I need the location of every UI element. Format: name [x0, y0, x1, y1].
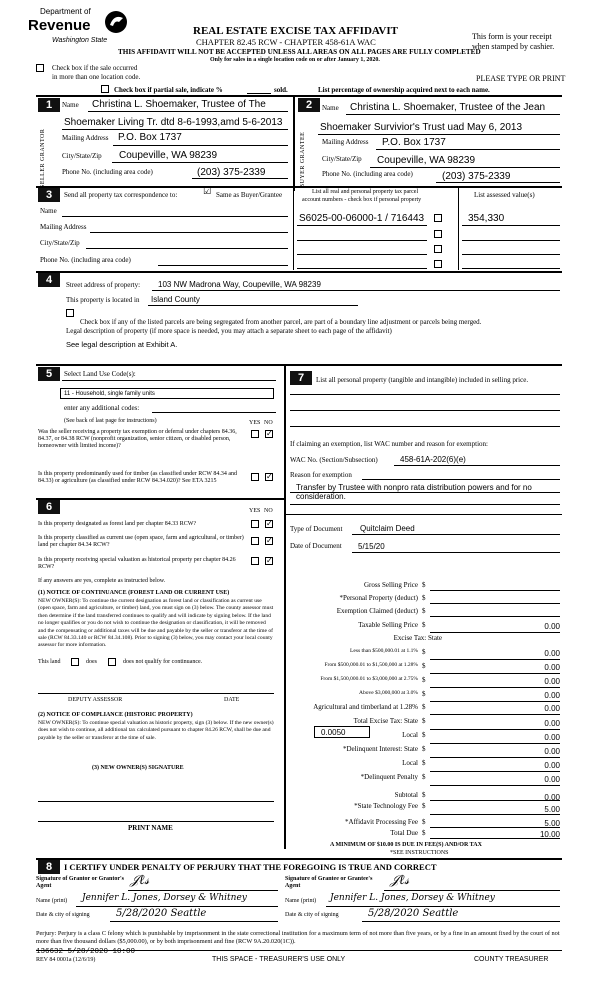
sec5-q1-yes[interactable] — [251, 430, 259, 438]
partial-sale-label: Check box if partial sale, indicate % — [114, 86, 223, 94]
dollar-sign: $ — [422, 648, 426, 656]
any-yes-note: If any answers are yes, complete as instructed below. — [38, 578, 166, 584]
parcel-header-1: List all real and personal property tax parcel — [312, 189, 419, 195]
tax-value-local: 0.00 — [544, 733, 560, 742]
assessed-header: List assessed value(s) — [474, 191, 535, 199]
buyer-mail-label: Mailing Address — [322, 138, 369, 146]
sec5-q2-yes[interactable] — [251, 473, 259, 481]
sec3-phone-label: Phone No. (including area code) — [40, 256, 131, 264]
tax-value-subtotal: 0.00 — [544, 793, 560, 802]
sec5-q1-no[interactable]: ✓ — [266, 429, 273, 438]
sec6-q2: Is this property classified as current use (open space, farm and agricultural, or timber) land per chapter 84.34 RCW? — [38, 535, 244, 548]
sec3-city-label: City/State/Zip — [40, 239, 80, 247]
tax-value-taxable: 0.00 — [544, 622, 560, 631]
grantee-date-city: 5/28/2020 Seattle — [368, 908, 459, 919]
section-6-badge: 6 — [38, 500, 60, 514]
doc-date: 5/15/20 — [358, 542, 385, 551]
dollar-sign: $ — [422, 703, 426, 711]
form-chapter: CHAPTER 82.45 RCW - CHAPTER 458-61A WAC — [196, 37, 376, 47]
sec6-q1-no[interactable]: ✓ — [266, 519, 273, 528]
tax-value-tier4: 0.00 — [544, 691, 560, 700]
sec6-q3-no[interactable]: ✓ — [266, 556, 273, 565]
dollar-sign: $ — [422, 731, 426, 739]
same-as-buyer-label: Same as Buyer/Grantee — [216, 191, 283, 199]
wac-label: WAC No. (Section/Subsection) — [290, 456, 378, 464]
parcel-personal-checkbox-3[interactable] — [434, 245, 442, 253]
seller-mail: P.O. Box 1737 — [118, 132, 182, 143]
parcel-personal-checkbox-2[interactable] — [434, 230, 442, 238]
print-name-label: PRINT NAME — [128, 824, 173, 832]
reason-label: Reason for exemption — [290, 471, 352, 479]
tax-label-tech-fee: *State Technology Fee — [354, 802, 418, 810]
notice-1-title: (1) NOTICE OF CONTINUANCE (FOREST LAND OR CURRENT USE) — [38, 590, 230, 596]
grantee-signature: 𝒥ℓ𝓈 — [390, 873, 410, 888]
tax-value-tech-fee: 5.00 — [544, 805, 560, 814]
sec6-q3: Is this property receiving special valuation as historical property per chapter 84.26 RCW? — [38, 557, 236, 570]
grantor-signature-label: Signature of Grantor or Grantor's Agent — [36, 876, 124, 889]
personal-property-label: List all personal property (tangible and intangible) included in selling price. — [316, 376, 529, 384]
segregated-label: Check box if any of the listed parcels are being segregated from another parcel, are part of a boundary line adjustment or parcels being merged. — [80, 318, 482, 326]
parcel-personal-checkbox-4[interactable] — [434, 260, 442, 268]
land-use-code: 11 - Household, single family units — [64, 391, 155, 397]
tax-correspondence-label: Send all property tax correspondence to: — [64, 191, 178, 199]
sec5-q2-no[interactable]: ✓ — [266, 472, 273, 481]
sec6-q2-no[interactable]: ✓ — [266, 536, 273, 545]
multi-location-text1: Check box if the sale occurred — [52, 64, 138, 72]
dollar-sign: $ — [422, 676, 426, 684]
type-or-print: PLEASE TYPE OR PRINT — [476, 74, 566, 83]
land-does-checkbox[interactable] — [71, 658, 79, 666]
sec6-q1: Is this property designated as forest land per chapter 84.33 RCW? — [38, 521, 197, 527]
single-location-note: Only for sales in a single location code on or after January 1, 2020. — [210, 57, 380, 63]
sold-label: sold. — [274, 86, 288, 94]
tax-value-agri: 0.00 — [544, 704, 560, 713]
same-as-buyer-checkbox[interactable]: ☑ — [203, 187, 212, 197]
seller-phone: (203) 375-2339 — [197, 167, 266, 178]
tax-label-personal: *Personal Property (deduct) — [339, 594, 418, 602]
logo-dept: Department of — [40, 7, 91, 16]
buyer-name-line2: Shoemaker Survivior's Trust uad May 6, 2013 — [320, 122, 523, 133]
grantee-date-label: Date & city of signing — [285, 912, 339, 918]
sec5-q2: Is this property predominantly used for timber (as classified under RCW 84.34 and 84.33) or agriculture (as classified under RCW 84.34.020)? See ETA 3215 — [38, 471, 238, 484]
seller-name-line1: Christina L. Shoemaker, Trustee of The — [92, 99, 266, 110]
this-land-label: This land — [38, 659, 61, 665]
section-7-badge: 7 — [290, 371, 312, 385]
perjury-notice: Perjury: Perjury is a class C felony which is punishable by imprisonment in the state correctional institution for a maximum term of not more than five years, or by a fine in an amount fixed by the court of not more than five thousand dollars ($5,000.00), or by both imprisonment and fine (RCW 9A.20.020(1C)). — [36, 930, 560, 945]
tax-label-interest-state: *Delinquent Interest: State — [342, 745, 418, 753]
land-use-label: Select Land Use Code(s): — [64, 370, 136, 378]
land-does-not-checkbox[interactable] — [108, 658, 116, 666]
tax-value-processing-fee: 5.00 — [544, 819, 560, 828]
tax-label-tier2: From $500,000.01 to $1,500,000 at 1.28% — [324, 662, 418, 668]
certify-statement: I CERTIFY UNDER PENALTY OF PERJURY THAT THE FOREGOING IS TRUE AND CORRECT — [64, 862, 437, 872]
tax-value-interest-local: 0.00 — [544, 761, 560, 770]
land-does-label: does — [86, 659, 97, 665]
land-use-select[interactable] — [60, 388, 274, 399]
sec6-q1-yes[interactable] — [251, 520, 259, 528]
buyer-name-line1: Christina L. Shoemaker, Trustee of the Jean — [350, 102, 546, 113]
section-8-badge: 8 — [38, 860, 60, 874]
doc-type-label: Type of Document — [290, 525, 343, 533]
wac-number: 458-61A-202(6)(e) — [400, 455, 466, 464]
sec6-yes: YES — [249, 508, 261, 514]
seller-side-label: SELLER GRANTOR — [40, 128, 46, 188]
receipt-line1: This form is your receipt — [472, 32, 552, 41]
logo-state: Washington State — [52, 37, 108, 44]
receipt-line2: when stamped by cashier. — [472, 42, 555, 51]
grantor-date-city: 5/28/2020 Seattle — [116, 908, 207, 919]
grantee-signature-label: Signature of Grantee or Grantee's Agent — [285, 876, 373, 889]
tax-value-tier3: 0.00 — [544, 677, 560, 686]
additional-codes-label: enter any additional codes: — [64, 404, 140, 412]
buyer-phone-label: Phone No. (including area code) — [322, 170, 413, 178]
dollar-sign: $ — [422, 802, 426, 810]
notice-1-body: NEW OWNER(S): To continue the current designation as forest land or classification as current use (open space, farm and agriculture, or timber) land, you must sign on (3) below. The county assessor must then determine if the land transferred continues to qualify and will indicate by signing below. If the land no longer qualifies or you do not wish to continue the designation or classification, it will be removed and the compensating or additional taxes will be due and payable by the seller or transferor at the time of sale (RCW 84.33.140 or RCW 84.34.108). Prior to signing (3) below, you may contact your local county assessor for more information. — [38, 598, 274, 649]
dollar-sign: $ — [422, 773, 426, 781]
buyer-side-label: BUYER GRANTEE — [300, 131, 306, 188]
tax-label-interest-local: Local — [402, 759, 418, 767]
tax-value-tier2: 0.00 — [544, 663, 560, 672]
located-label: This property is located in — [66, 296, 140, 304]
section-1-badge: 1 — [38, 98, 60, 112]
buyer-city: Coupeville, WA 98239 — [377, 155, 476, 166]
doc-date-label: Date of Document — [290, 542, 342, 550]
dollar-sign: $ — [422, 594, 426, 602]
tax-label-penalty: *Delinquent Penalty — [360, 773, 418, 781]
buyer-phone: (203) 375-2339 — [442, 171, 511, 182]
tax-label-subtotal: Subtotal — [394, 791, 418, 799]
notice-3-title: (3) NEW OWNER(S) SIGNATURE — [92, 765, 184, 771]
seller-phone-label: Phone No. (including area code) — [62, 168, 153, 176]
dollar-sign: $ — [422, 690, 426, 698]
sec3-mail-label: Mailing Address — [40, 223, 87, 231]
tax-label-exemption: Exemption Claimed (deduct) — [336, 607, 418, 615]
minimum-due-note: A MINIMUM OF $10.00 IS DUE IN FEE(S) AND/OR TAX — [330, 842, 482, 848]
tax-value-tier1: 0.00 — [544, 649, 560, 658]
notice-2-title: (2) NOTICE OF COMPLIANCE (HISTORIC PROPERTY) — [38, 712, 193, 718]
revenue-logo — [28, 8, 128, 50]
tax-label-gross: Gross Selling Price — [363, 581, 418, 589]
local-rate: 0.0050 — [321, 728, 346, 737]
section-4-badge: 4 — [38, 273, 60, 287]
tax-value-total-due: 10.00 — [539, 830, 560, 839]
grantee-print-name: Jennifer L. Jones, Dorsey & Whitney — [330, 893, 495, 903]
dollar-sign: $ — [422, 818, 426, 826]
revenue-emblem-icon — [104, 10, 128, 34]
sec5-q1: Was the seller receiving a property tax exemption or deferral under chapters 84.36, 84.37, or 84.38 RCW (nonprofit organization, senior citizen, or disabled person, homeowner with limited income)? — [38, 429, 237, 449]
county-treasurer-label: COUNTY TREASURER — [474, 956, 549, 963]
dollar-sign: $ — [422, 621, 426, 629]
sec6-no: NO — [264, 508, 273, 514]
tax-label-state: Excise Tax: State — [393, 634, 442, 642]
seller-city-label: City/State/Zip — [62, 152, 102, 160]
street-label: Street address of property: — [66, 281, 141, 289]
form-number: REV 84 0001a (12/6/19) — [36, 957, 96, 963]
multi-location-checkbox[interactable] — [36, 64, 44, 72]
sec6-q2-yes[interactable] — [251, 537, 259, 545]
county: Island County — [151, 295, 200, 304]
section-2-badge: 2 — [298, 98, 320, 112]
section-3-badge: 3 — [38, 188, 60, 202]
see-back-label: (See back of last page for instructions) — [64, 418, 157, 424]
tax-label-tier4: Above $3,000,000 at 3.0% — [359, 690, 418, 696]
assessed-value: 354,330 — [468, 213, 505, 224]
legal-desc-label: Legal description of property (if more space is needed, you may attach a separate sheet to each page of the affidavit) — [66, 327, 392, 335]
buyer-city-label: City/State/Zip — [322, 155, 362, 163]
multi-location-text2: in more than one location code. — [52, 73, 141, 81]
sec3-name-label: Name — [40, 207, 57, 215]
tax-label-tier1: Less than $500,000.01 at 1.1% — [350, 648, 418, 654]
treasurer-use-only: THIS SPACE - TREASURER'S USE ONLY — [212, 956, 346, 963]
parcel-header-2: account numbers - check box if personal property — [302, 197, 422, 203]
grantor-name-label: Name (print) — [36, 898, 68, 904]
logo-revenue: Revenue — [28, 17, 91, 34]
legal-desc-value: See legal description at Exhibit A. — [66, 340, 178, 349]
recording-stamp: 136632 5/28/2020 10:00 — [36, 948, 136, 956]
deputy-assessor-label: DEPUTY ASSESSOR — [68, 697, 123, 703]
tax-label-total-due: Total Due — [390, 829, 418, 837]
sec5-yes: YES — [249, 420, 261, 426]
seller-name-line2: Shoemaker Living Tr. dtd 8-6-1993,amd 5-6-2013 — [64, 117, 283, 128]
deputy-date-label: DATE — [224, 697, 240, 703]
tax-label-processing-fee: *Affidavit Processing Fee — [345, 818, 418, 826]
grantee-name-label: Name (print) — [285, 898, 317, 904]
dollar-sign: $ — [422, 745, 426, 753]
tax-label-tier3: From $1,500,000.01 to $3,000,000 at 2.75% — [320, 676, 418, 682]
dollar-sign: $ — [422, 829, 426, 837]
form-title: REAL ESTATE EXCISE TAX AFFIDAVIT — [193, 25, 398, 37]
sec6-q3-yes[interactable] — [251, 557, 259, 565]
dollar-sign: $ — [422, 759, 426, 767]
dollar-sign: $ — [422, 791, 426, 799]
form-warning: THIS AFFIDAVIT WILL NOT BE ACCEPTED UNLESS ALL AREAS ON ALL PAGES ARE FULLY COMPLETED — [118, 48, 481, 56]
grantor-signature: 𝒥ℓ𝓈 — [130, 873, 150, 888]
exemption-label: If claiming an exemption, list WAC number and reason for exemption: — [290, 440, 488, 448]
notice-2-body: NEW OWNER(S): To continue special valuation as historic property, sign (3) below. If the new owner(s) does not wish to continue, all additional tax calculated pursuant to chapter 84.26 RCW, shall be due and payable by the seller or transferor at the time of sale. — [38, 720, 274, 741]
seller-name-label: Name — [62, 101, 79, 109]
tax-value-total-state: 0.00 — [544, 719, 560, 728]
buyer-mail: P.O. Box 1737 — [382, 137, 446, 148]
tax-label-local: Local — [402, 731, 418, 739]
doc-type: Quitclaim Deed — [360, 524, 415, 533]
grantor-date-label: Date & city of signing — [36, 912, 90, 918]
tax-value-interest-state: 0.00 — [544, 747, 560, 756]
sec5-no: NO — [264, 420, 273, 426]
dollar-sign: $ — [422, 607, 426, 615]
dollar-sign: $ — [422, 581, 426, 589]
tax-label-taxable: Taxable Selling Price — [358, 621, 418, 629]
percentage-note: List percentage of ownership acquired next to each name. — [318, 86, 490, 94]
tax-value-penalty: 0.00 — [544, 775, 560, 784]
section-5-badge: 5 — [38, 367, 60, 381]
dollar-sign: $ — [422, 717, 426, 725]
tax-label-total-state: Total Excise Tax: State — [353, 717, 418, 725]
exemption-reason: Transfer by Trustee with nonpro rata distribution powers and for no consideration. — [296, 483, 532, 501]
segregated-checkbox[interactable] — [66, 309, 74, 317]
seller-mail-label: Mailing Address — [62, 134, 109, 142]
seller-city: Coupeville, WA 98239 — [119, 150, 218, 161]
buyer-name-label: Name — [322, 104, 339, 112]
see-instructions: *SEE INSTRUCTIONS — [390, 850, 449, 856]
partial-sale-checkbox[interactable] — [101, 85, 109, 93]
parcel-personal-checkbox-1[interactable] — [434, 214, 442, 222]
land-does-not-label: does not qualify for continuance. — [123, 659, 203, 665]
parcel-number: S6025-00-06000-1 / 716443 — [299, 213, 425, 224]
street-address: 103 NW Madrona Way, Coupeville, WA 98239 — [158, 280, 321, 289]
local-rate-box — [314, 726, 370, 738]
grantor-print-name: Jennifer L. Jones, Dorsey & Whitney — [82, 893, 247, 903]
dollar-sign: $ — [422, 662, 426, 670]
tax-label-agri: Agricultural and timberland at 1.28% — [313, 703, 418, 711]
